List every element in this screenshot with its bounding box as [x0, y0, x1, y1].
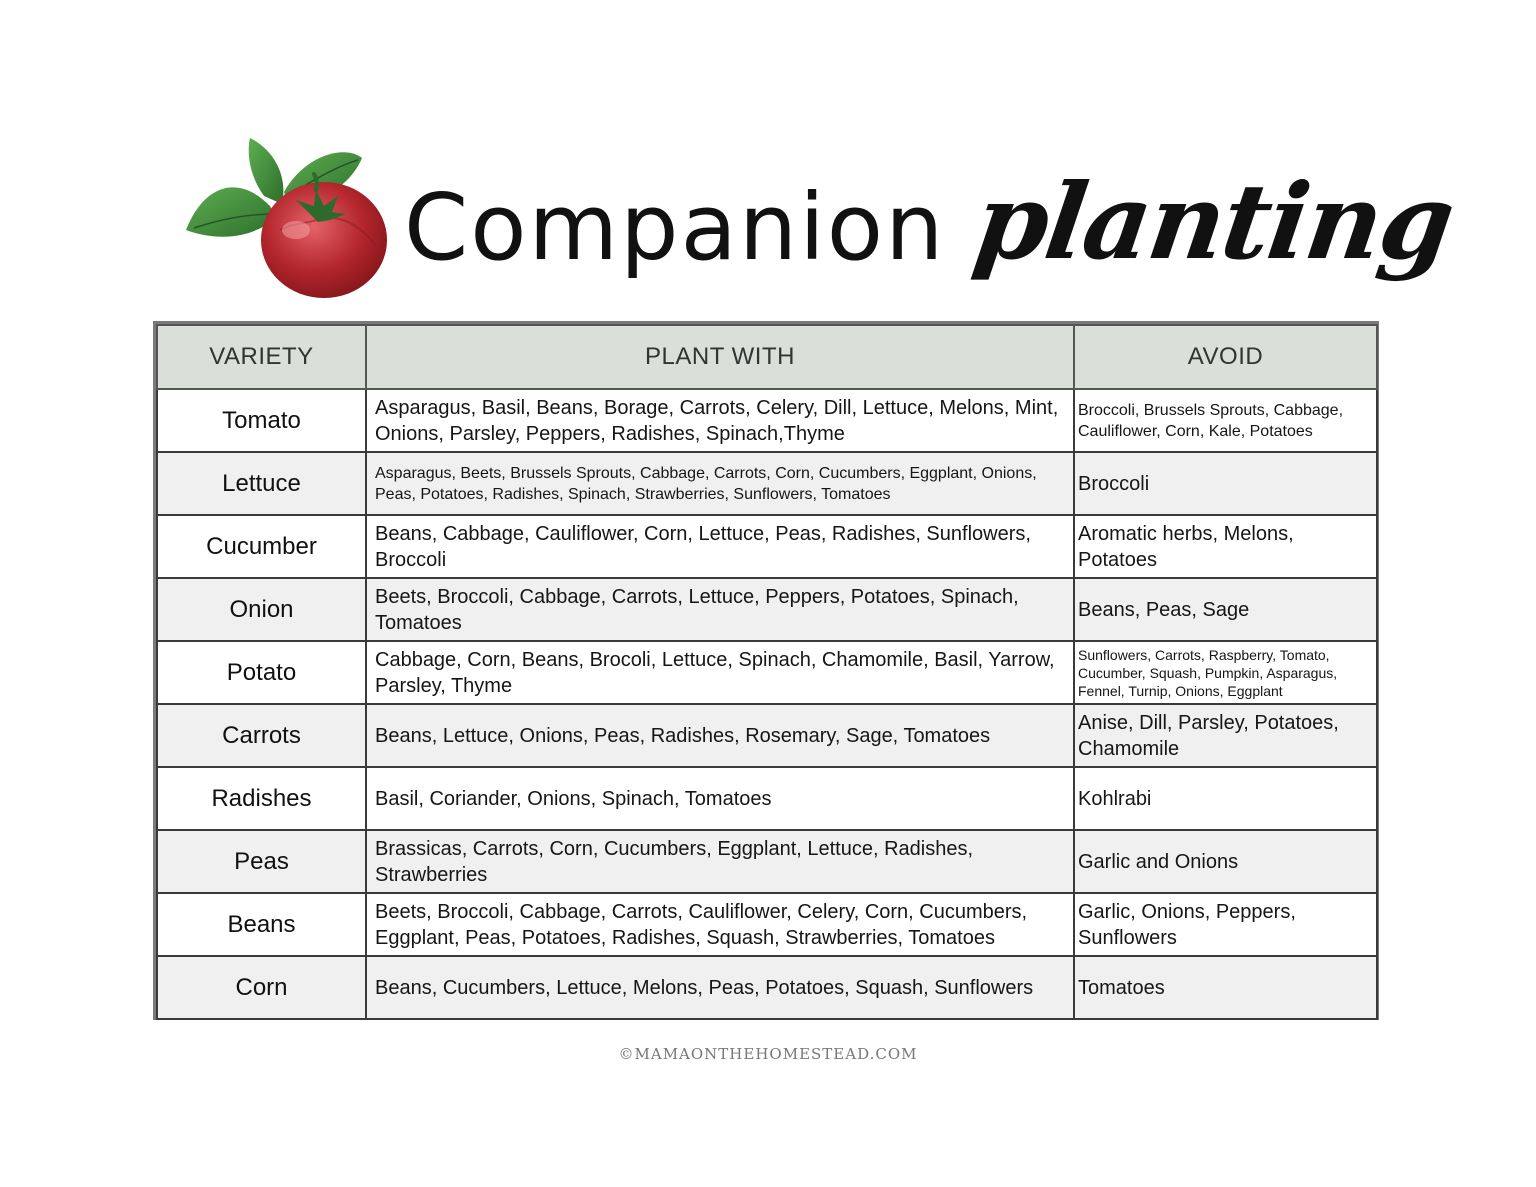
table-row — [157, 578, 1377, 641]
variety-cell: Peas — [157, 830, 366, 893]
variety-cell: Potato — [157, 641, 366, 704]
variety-cell: Tomato — [157, 389, 366, 452]
avoid-cell: Tomatoes — [1074, 956, 1377, 1019]
plant-with-cell: Beans, Lettuce, Onions, Peas, Radishes, Rosemary, Sage, Tomatoes — [366, 704, 1074, 767]
column-header-plant-with: PLANT WITH — [366, 325, 1074, 389]
page-title: Companion — [404, 174, 946, 281]
variety-cell: Onion — [157, 578, 366, 641]
table-row — [157, 767, 1377, 830]
avoid-cell: Aromatic herbs, Melons, Potatoes — [1074, 515, 1377, 578]
variety-cell: Lettuce — [157, 452, 366, 515]
plant-with-cell: Brassicas, Carrots, Corn, Cucumbers, Eggplant, Lettuce, Radishes, Strawberries — [366, 830, 1074, 893]
plant-with-cell: Asparagus, Beets, Brussels Sprouts, Cabbage, Carrots, Corn, Cucumbers, Eggplant, Onions, Peas, Potatoes, Radishes, Spinach, Strawberries, Sunflowers, Tomatoes — [366, 452, 1074, 515]
table-row — [157, 893, 1377, 956]
avoid-cell: Sunflowers, Carrots, Raspberry, Tomato, Cucumber, Squash, Pumpkin, Asparagus, Fennel, Turnip, Onions, Eggplant — [1074, 641, 1377, 704]
plant-with-cell: Beets, Broccoli, Cabbage, Carrots, Cauliflower, Celery, Corn, Cucumbers, Eggplant, Peas, Potatoes, Radishes, Squash, Strawberries, Tomatoes — [366, 893, 1074, 956]
plant-with-cell: Cabbage, Corn, Beans, Brocoli, Lettuce, Spinach, Chamomile, Basil, Yarrow, Parsley, Thyme — [366, 641, 1074, 704]
avoid-cell: Anise, Dill, Parsley, Potatoes, Chamomile — [1074, 704, 1377, 767]
avoid-cell: Garlic and Onions — [1074, 830, 1377, 893]
page-title-script: planting — [967, 160, 1460, 283]
table-row — [157, 956, 1377, 1019]
table-row — [157, 830, 1377, 893]
page-header — [0, 0, 1536, 330]
companion-planting-table — [156, 324, 1378, 1020]
table-header-row — [157, 325, 1377, 389]
variety-cell: Radishes — [157, 767, 366, 830]
plant-with-cell: Asparagus, Basil, Beans, Borage, Carrots, Celery, Dill, Lettuce, Melons, Mint, Onions, Parsley, Peppers, Radishes, Spinach,Thyme — [366, 389, 1074, 452]
plant-with-cell: Beans, Cabbage, Cauliflower, Corn, Lettuce, Peas, Radishes, Sunflowers, Broccoli — [366, 515, 1074, 578]
avoid-cell: Garlic, Onions, Peppers, Sunflowers — [1074, 893, 1377, 956]
plant-with-cell: Beets, Broccoli, Cabbage, Carrots, Lettuce, Peppers, Potatoes, Spinach, Tomatoes — [366, 578, 1074, 641]
avoid-cell: Broccoli — [1074, 452, 1377, 515]
column-header-variety: VARIETY — [157, 325, 366, 389]
plant-with-cell: Beans, Cucumbers, Lettuce, Melons, Peas, Potatoes, Squash, Sunflowers — [366, 956, 1074, 1019]
plant-with-cell: Basil, Coriander, Onions, Spinach, Tomatoes — [366, 767, 1074, 830]
table-row — [157, 704, 1377, 767]
avoid-cell: Beans, Peas, Sage — [1074, 578, 1377, 641]
table-row — [157, 641, 1377, 704]
companion-table — [153, 321, 1379, 1020]
tomato-with-basil-icon — [184, 134, 394, 302]
table-row — [157, 515, 1377, 578]
variety-cell: Beans — [157, 893, 366, 956]
avoid-cell: Kohlrabi — [1074, 767, 1377, 830]
table-row — [157, 452, 1377, 515]
avoid-cell: Broccoli, Brussels Sprouts, Cabbage, Cauliflower, Corn, Kale, Potatoes — [1074, 389, 1377, 452]
copyright-footer: ©MAMAONTHEHOMESTEAD.COM — [618, 1045, 918, 1063]
variety-cell: Carrots — [157, 704, 366, 767]
variety-cell: Cucumber — [157, 515, 366, 578]
table-row — [157, 389, 1377, 452]
variety-cell: Corn — [157, 956, 366, 1019]
column-header-avoid: AVOID — [1074, 325, 1377, 389]
